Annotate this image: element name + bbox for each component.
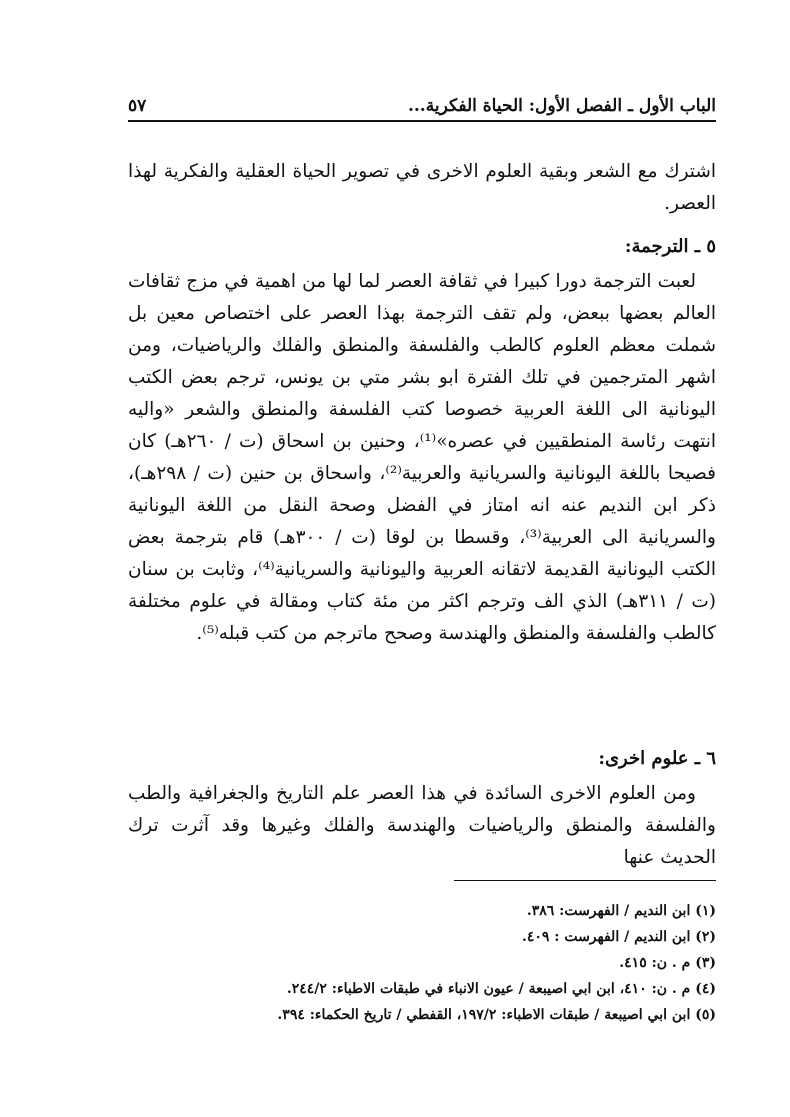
footnote-5: (٥) ابن ابي اصيبعة / طبقات الاطباء: ١٩٧/٢، القفطي / تاريخ الحكماء: ٣٩٤.: [277, 1007, 716, 1023]
section-6-heading: ٦ ـ علوم اخرى:: [598, 748, 716, 769]
page-number: ٥٧: [128, 96, 147, 116]
footnote-divider: [454, 880, 716, 881]
footnote-2: (٢) ابن النديم / الفهرست : ٤٠٩.: [521, 929, 716, 945]
footnotes: [128, 898, 716, 1028]
footnote-3: (٣) م . ن: ٤١٥.: [619, 955, 716, 971]
footnote-4: (٤) م . ن: ٤١٠، ابن ابي اصيبعة / عيون الانباء في طبقات الاطباء: ٢٤٤/٢.: [286, 981, 716, 997]
running-header: [128, 88, 716, 116]
footnote-1: (١) ابن النديم / الفهرست: ٣٨٦.: [526, 903, 716, 919]
book-page: [128, 0, 716, 1117]
section-5-heading: ٥ ـ الترجمة:: [624, 236, 716, 257]
section-5-paragraph: لعبت الترجمة دورا كبيرا في ثقافة العصر لما لها من اهمية في مزج ثقافات العالم بعضها ببعض، ولم تقف الترجمة بهذا العصر على اختصاص معين بل شملت معظم العلوم كالطب والفلسفة والمنطق والفلك والرياضيات، ومن اشهر المترجمين في تلك الفترة ابو بشر متي بن يونس، ترجم بعض الكتب اليونانية الى اللغة العربية خصوصا كتب الفلسفة والمنطق والشعر «واليه انتهت رئاسة المنطقيين في عصره»⁽¹⁾، وحنين بن اسحاق (ت / ٢٦٠هـ) كان فصيحا باللغة اليونانية والسريانية والعربية⁽²⁾، واسحاق بن حنين (ت / ٢٩٨هـ)، ذكر ابن النديم عنه انه امتاز في الفضل وصحة النقل من اللغة اليونانية والسريانية الى العربية⁽³⁾، وقسطا بن لوقا (ت / ٣٠٠هـ) قام بترجمة بعض الكتب اليونانية القديمة لاتقانه العربية واليونانية والسريانية⁽⁴⁾، وثابت بن سنان (ت / ٣١١هـ) الذي الف وترجم اكثر من مئة كتاب ومقالة في علوم مختلفة كالطب والفلسفة والمنطق والهندسة وصحح ماترجم من كتب قبله⁽⁵⁾.: [128, 271, 717, 644]
section-6-paragraph: ومن العلوم الاخرى السائدة في هذا العصر علم التاريخ والجغرافية والطب والفلسفة والمنطق والرياضيات والهندسة والفلك وغيرها وقد آثرت ترك الحديث عنها: [128, 783, 716, 868]
intro-paragraph: اشترك مع الشعر وبقية العلوم الاخرى في تصوير الحياة العقلية والفكرية لهذا العصر.: [128, 161, 716, 214]
header-divider: [128, 120, 716, 122]
header-title: الباب الأول ـ الفصل الأول: الحياة الفكرية...: [407, 96, 716, 116]
